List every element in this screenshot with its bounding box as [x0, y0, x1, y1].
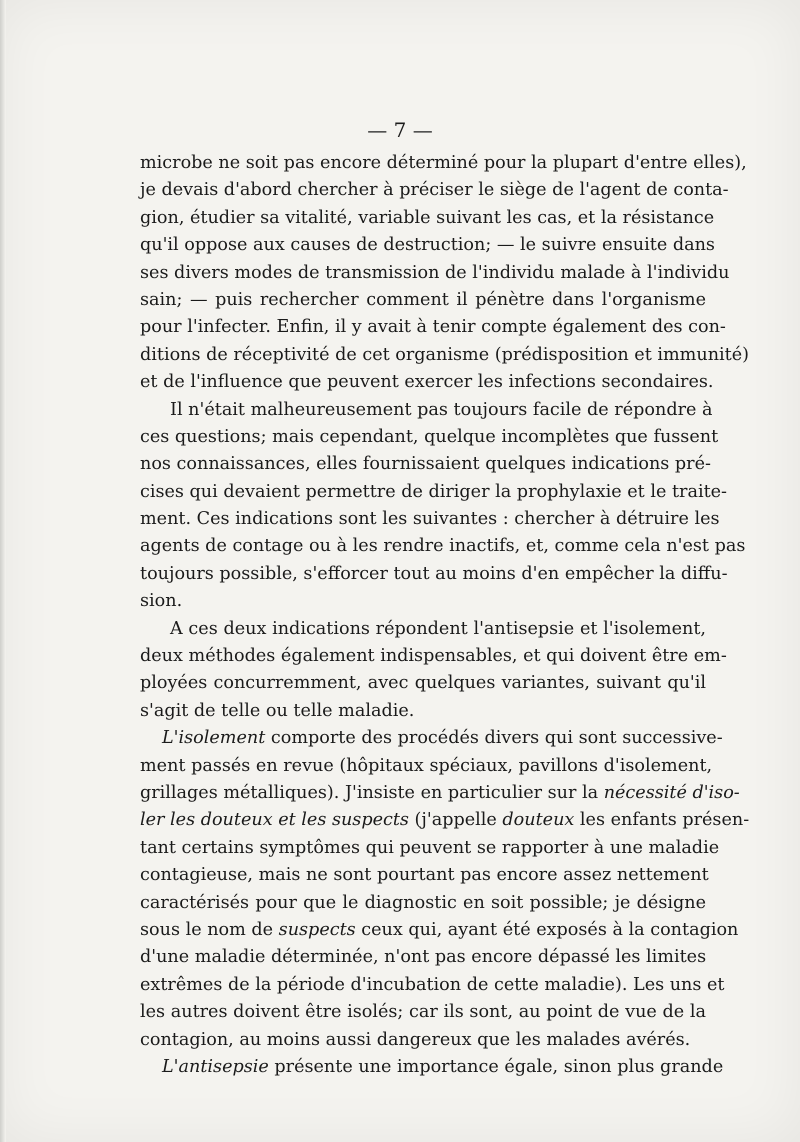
text-line: L'antisepsie présente une importance égale, sinon plus grande — [162, 1056, 724, 1077]
text-line: tant certains symptômes qui peuvent se rapporter à une maladie — [140, 837, 720, 858]
text-line: toujours possible, s'efforcer tout au moins d'en empêcher la diffu- — [140, 563, 728, 584]
text-line: cises qui devaient permettre de diriger la prophylaxie et le traite- — [140, 481, 728, 502]
italic-term: L'isolement — [162, 728, 266, 749]
text-line: les autres doivent être isolés; car ils sont, au point de vue de la — [140, 1002, 706, 1023]
text-line: s'agit de telle ou telle maladie. — [140, 700, 415, 721]
paragraph-4 — [140, 725, 750, 1054]
text-line: microbe ne soit pas encore déterminé pour la plupart d'entre elles), — [140, 153, 747, 173]
text-line: sain; — puis rechercher comment il pénètre dans l'organisme — [140, 289, 706, 310]
paragraph-5 — [140, 1054, 724, 1081]
text-line: ment passés en revue (hôpitaux spéciaux, pavillons d'isolement, — [140, 755, 713, 776]
italic-term: L'antisepsie — [162, 1056, 269, 1077]
text-line: contagion, au moins aussi dangereux que les malades avérés. — [140, 1029, 691, 1050]
text-line: Il n'était malheureusement pas toujours facile de répondre à — [170, 399, 713, 420]
text-line: gion, étudier sa vitalité, variable suivant les cas, et la résistance — [140, 207, 715, 228]
text-line: A ces deux indications répondent l'antisepsie et l'isolement, — [170, 618, 706, 639]
text-line: L'isolement comporte des procédés divers qui sont successive- — [162, 728, 723, 749]
text-line: pour l'infecter. Enfin, il y avait à tenir compte également des con- — [140, 317, 726, 338]
text-line: sion. — [140, 591, 183, 612]
body-text — [140, 150, 750, 1081]
text-line: ployées concurremment, avec quelques variantes, suivant qu'il — [140, 673, 706, 694]
page-edge-shadow — [0, 0, 6, 1142]
italic-term: nécessité d'iso- — [603, 782, 740, 803]
text-line: et de l'influence que peuvent exercer les infections secondaires. — [140, 372, 714, 393]
text-line: caractérisés pour que le diagnostic en soit possible; je désigne — [140, 892, 706, 913]
text-line: ses divers modes de transmission de l'individu malade à l'individu — [140, 262, 730, 283]
page-number: — 7 — — [367, 118, 433, 142]
text-line: d'une maladie déterminée, n'ont pas encore dépassé les limites — [140, 947, 707, 968]
text-line: ment. Ces indications sont les suivantes : chercher à détruire les — [140, 509, 720, 530]
text-line: sous le nom de suspects ceux qui, ayant été exposés à la contagion — [140, 919, 739, 940]
text-line: grillages métalliques). J'insiste en particulier sur la nécessité d'iso- — [140, 782, 740, 803]
text-line: ler les douteux et les suspects (j'appelle douteux les enfants présen- — [140, 810, 750, 831]
text-line: nos connaissances, elles fournissaient quelques indications pré- — [140, 454, 711, 475]
italic-term: douteux — [502, 810, 575, 831]
paragraph-1 — [140, 150, 750, 397]
text-line: agents de contage ou à les rendre inactifs, et, comme cela n'est pas — [140, 536, 746, 557]
text-line: je devais d'abord chercher à préciser le siège de l'agent de conta- — [140, 180, 729, 201]
text-line: ces questions; mais cependant, quelque incomplètes que fussent — [140, 426, 719, 447]
text-line: qu'il oppose aux causes de destruction; — le suivre ensuite dans — [140, 235, 715, 256]
italic-term: suspects — [278, 919, 356, 940]
paragraph-2 — [140, 397, 746, 616]
text-line: deux méthodes également indispensables, et qui doivent être em- — [140, 646, 727, 667]
text-line: ditions de réceptivité de cet organisme (prédisposition et immunité) — [140, 344, 750, 365]
text-line: extrêmes de la période d'incubation de cette maladie). Les uns et — [140, 974, 725, 995]
text-line: contagieuse, mais ne sont pourtant pas encore assez nettement — [140, 865, 709, 886]
italic-term: ler les douteux et les suspects — [140, 810, 409, 831]
paragraph-3 — [140, 616, 727, 726]
